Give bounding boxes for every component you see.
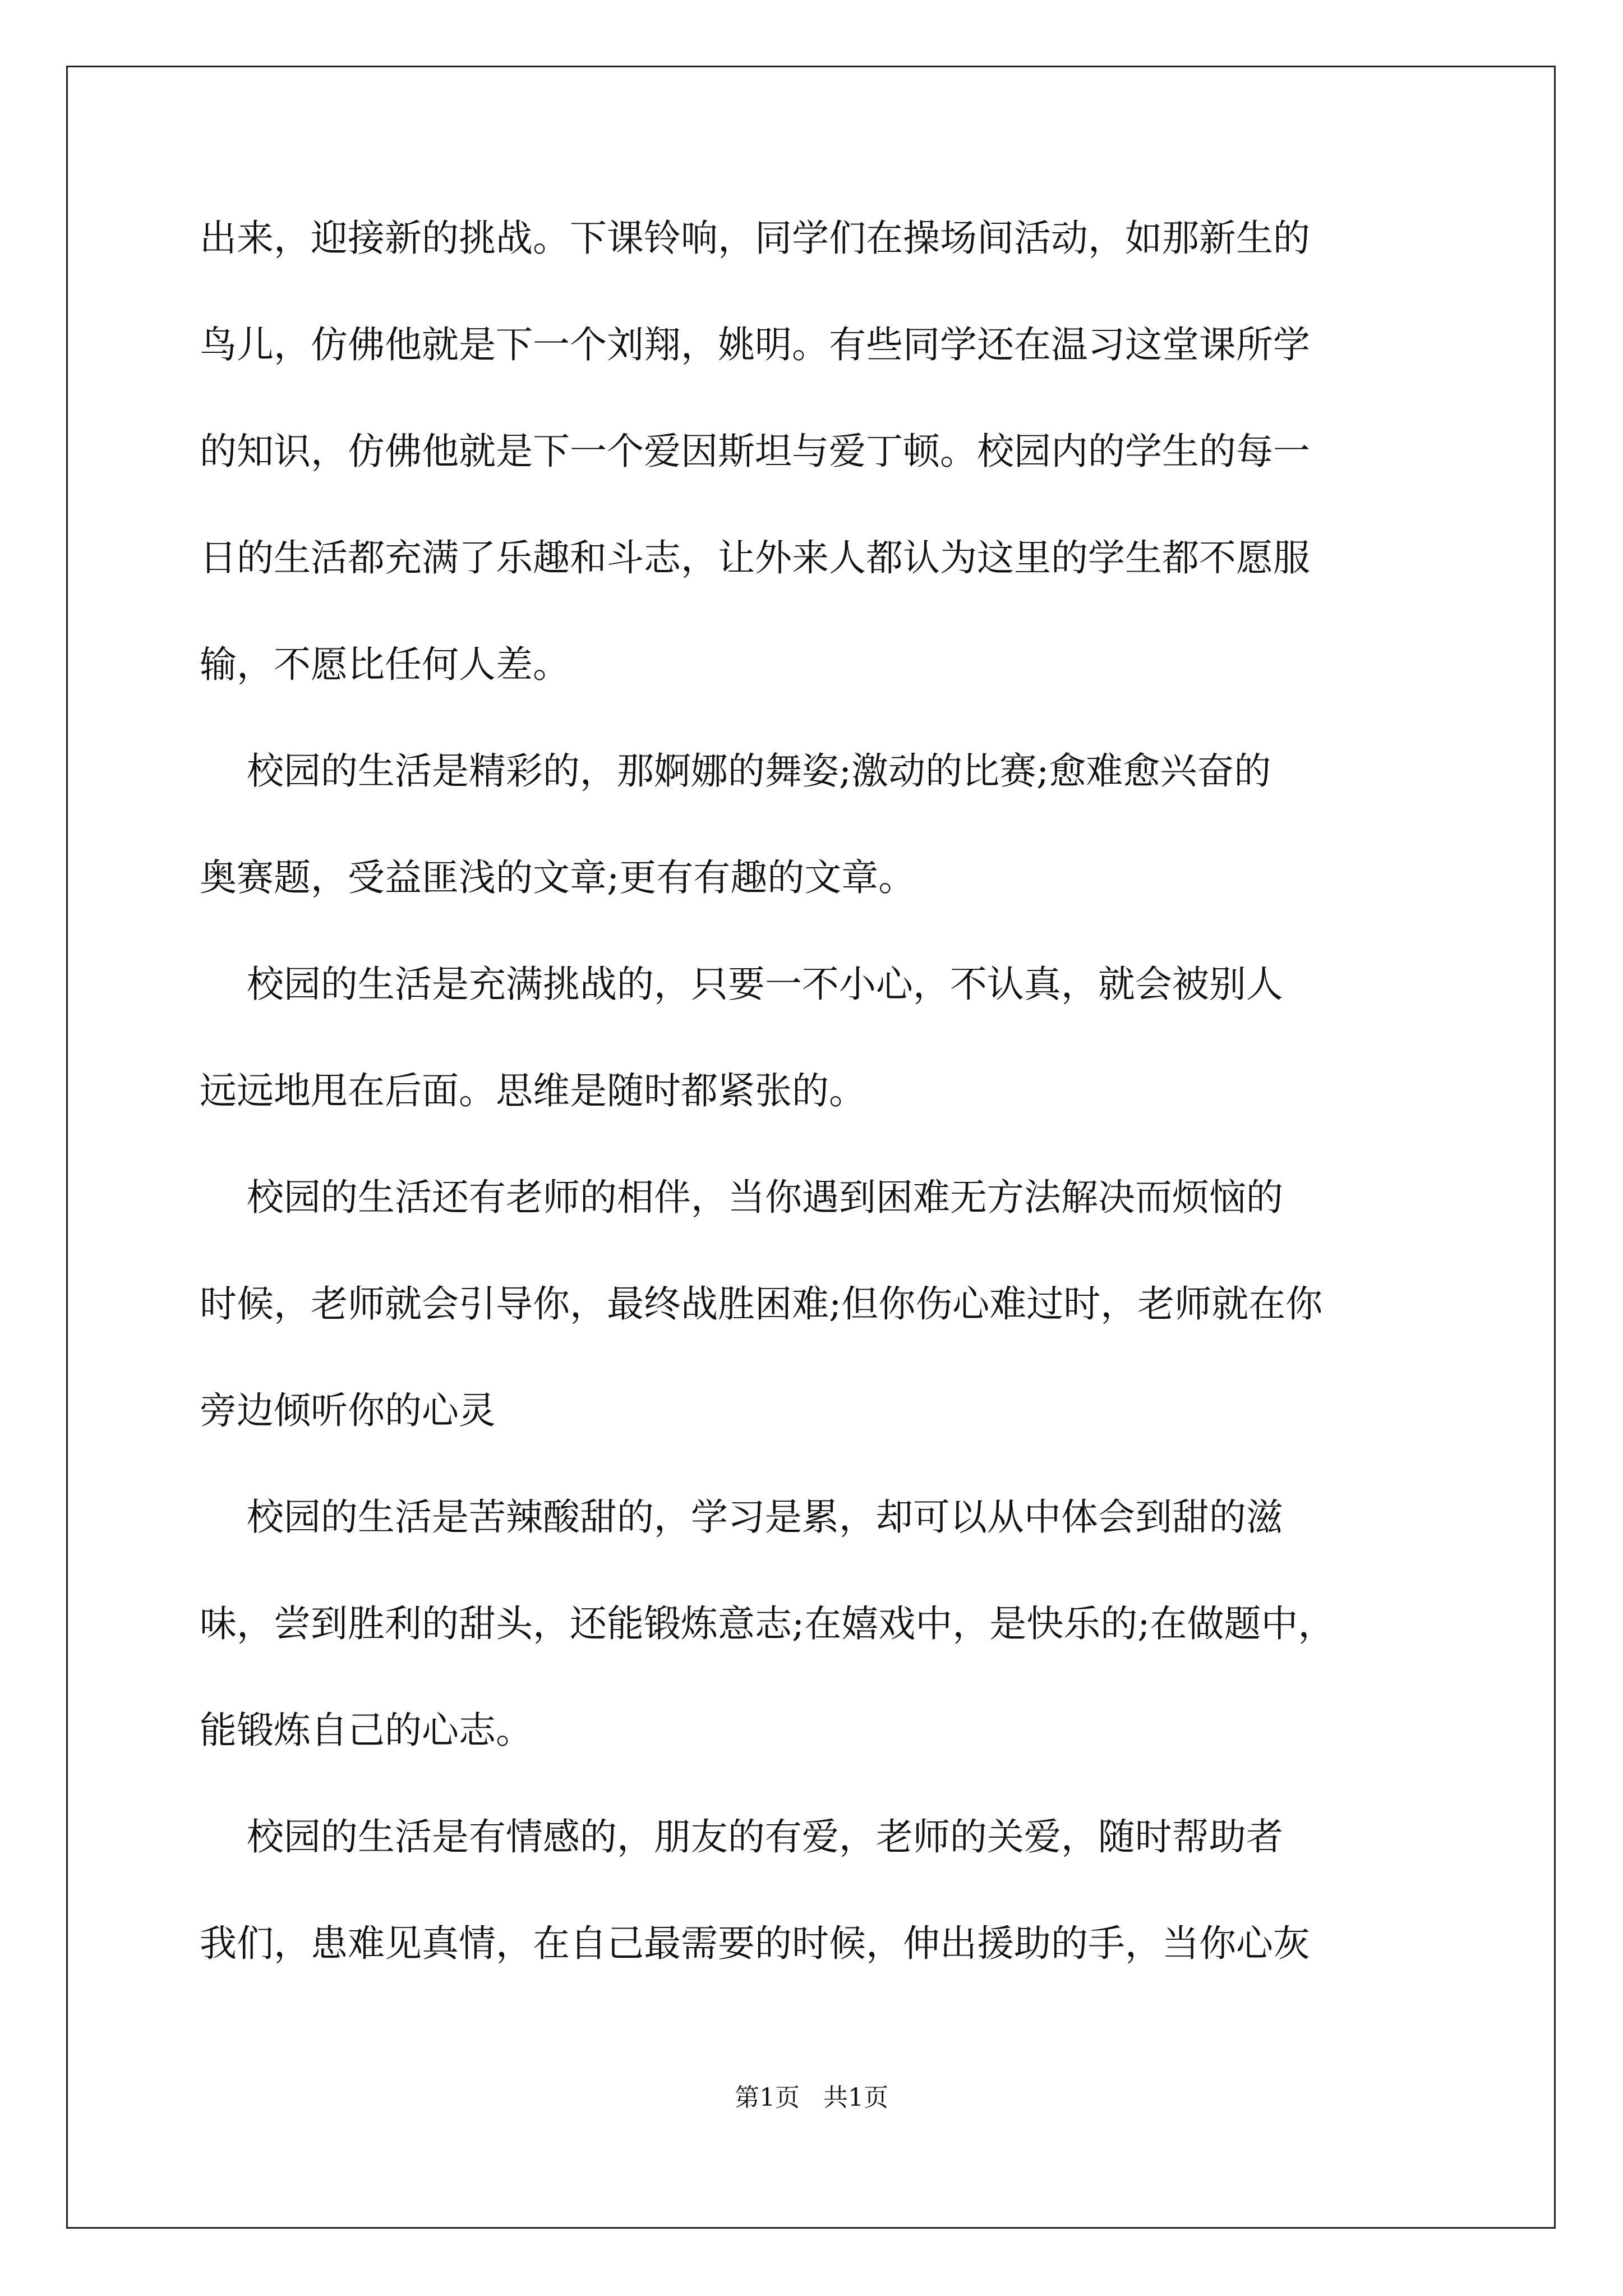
text-line: 出来，迎接新的挑战。下课铃响，同学们在操场间活动，如那新生的 [200, 217, 1310, 260]
text-line: 远远地甩在后面。思维是随时都紧张的。 [200, 1069, 866, 1112]
text-line: 日的生活都充满了乐趣和斗志，让外来人都认为这里的学生都不愿服 [200, 536, 1310, 579]
text-line: 校园的生活是充满挑战的，只要一不小心，不认真，就会被别人 [200, 963, 1283, 1006]
text-line: 鸟儿，仿佛他就是下一个刘翔，姚明。有些同学还在温习这堂课所学 [200, 323, 1310, 366]
text-line: 旁边倾听你的心灵 [200, 1389, 496, 1432]
text-line: 能锻炼自己的心志。 [200, 1709, 533, 1752]
text-line: 味，尝到胜利的甜头，还能锻炼意志;在嬉戏中，是快乐的;在做题中， [200, 1602, 1335, 1645]
text-line: 校园的生活是精彩的，那婀娜的舞姿;激动的比赛;愈难愈兴奋的 [200, 749, 1271, 793]
document-body [200, 213, 1428, 2025]
text-line: 时候，老师就会引导你，最终战胜困难;但你伤心难过时，老师就在你 [200, 1282, 1323, 1326]
text-line: 输，不愿比任何人差。 [200, 643, 570, 686]
text-line: 的知识，仿佛他就是下一个爱因斯坦与爱丁顿。校园内的学生的每一 [200, 430, 1310, 473]
text-line: 校园的生活是有情感的，朋友的有爱，老师的关爱，随时帮助者 [200, 1815, 1283, 1858]
text-line: 校园的生活还有老师的相伴，当你遇到困难无方法解决而烦恼的 [200, 1176, 1283, 1219]
text-line: 我们，患难见真情，在自己最需要的时候，伸出援助的手，当你心灰 [200, 1922, 1310, 1965]
page-number: 第1页 共1页 [735, 2083, 888, 2112]
text-line: 奥赛题，受益匪浅的文章;更有有趣的文章。 [200, 856, 916, 899]
text-line: 校园的生活是苦辣酸甜的，学习是累，却可以从中体会到甜的滋 [200, 1496, 1283, 1539]
